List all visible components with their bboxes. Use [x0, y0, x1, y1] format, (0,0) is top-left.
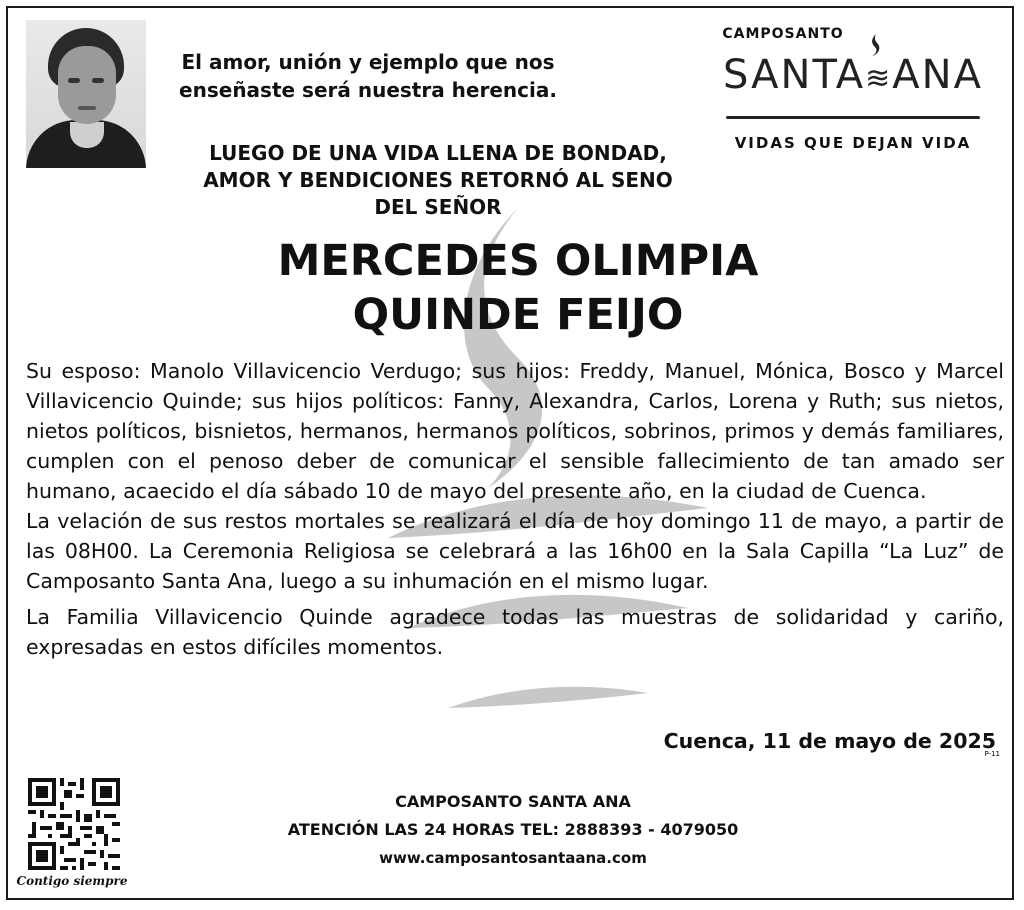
- footer-company: CAMPOSANTO SANTA ANA: [395, 792, 631, 811]
- family-paragraph: Su esposo: Manolo Villavicencio Verdugo; sus hijos: Freddy, Manuel, Mónica, Bosco y Marcel Villavicencio Quinde; sus hijos políticos: Fanny, Alexandra, Carlos, Lorena y Ruth; sus nietos, nietos políticos, bisnietos, hermanos, hermanos políticos, sobrinos, primos y demás familiares, cumplen con el penoso deber de comunicar el sensible fallecimiento de tan amado ser humano, acaecido el día sábado 10 de mayo del presente año, en la ciudad de Cuenca.: [26, 359, 1004, 503]
- qr-caption: Contigo siempre: [16, 874, 128, 888]
- intro-heading: [158, 140, 718, 221]
- ad-code: P-11: [984, 750, 1000, 758]
- quote-line-1: El amor, unión y ejemplo que nos: [181, 50, 555, 74]
- qr-code-icon: [28, 778, 120, 870]
- announcement-body: [26, 356, 1004, 662]
- footer-phone: ATENCIÓN LAS 24 HORAS TEL: 2888393 - 4079050: [287, 820, 739, 839]
- intro-line-3: DEL SEÑOR: [374, 195, 502, 219]
- footer-contact: [208, 788, 818, 872]
- intro-line-1: LUEGO DE UNA VIDA LLENA DE BONDAD,: [209, 141, 667, 165]
- obituary-card: [6, 6, 1014, 900]
- intro-line-2: AMOR Y BENDICIONES RETORNÓ AL SENO: [203, 168, 673, 192]
- thanks-paragraph: La Familia Villavicencio Quinde agradece todas las muestras de solidaridad y cariño, expresadas en estos difíciles momentos.: [26, 605, 1004, 659]
- logo-tagline: VIDAS QUE DEJAN VIDA: [734, 134, 972, 152]
- quote-line-2: enseñaste será nuestra herencia.: [179, 78, 557, 102]
- logo-wordmark: [718, 52, 988, 98]
- name-line-2: QUINDE FEIJO: [352, 290, 684, 340]
- name-line-1: MERCEDES OLIMPIA: [277, 236, 759, 286]
- logo-word-santa: SANTA: [723, 52, 866, 98]
- portrait-photo: [26, 20, 146, 168]
- date-line: Cuenca, 11 de mayo de 2025: [663, 729, 996, 753]
- memorial-quote: [158, 48, 578, 104]
- deceased-name: [48, 234, 988, 342]
- footer-website: www.camposantosantaana.com: [379, 849, 647, 867]
- ceremony-paragraph: La velación de sus restos mortales se realizará el día de hoy domingo 11 de mayo, a partir de las 08H00. La Ceremonia Religiosa se celebrará a las 16h00 en la Sala Capilla “La Luz” de Camposanto Santa Ana, luego a su inhumación en el mismo lugar.: [26, 509, 1004, 593]
- logo-word-ana: ANA: [892, 52, 983, 98]
- camposanto-logo: [718, 22, 988, 172]
- logo-waves-icon: ≋: [865, 61, 893, 96]
- logo-pretitle: CAMPOSANTO: [722, 26, 844, 42]
- logo-divider: [726, 116, 980, 119]
